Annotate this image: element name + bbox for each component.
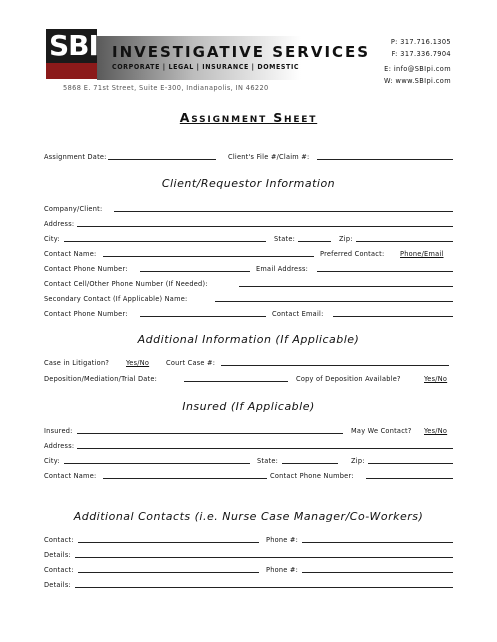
details1-field[interactable] <box>75 557 453 558</box>
deposition-field[interactable] <box>184 381 288 382</box>
state-field[interactable] <box>298 241 331 242</box>
contact-cell-label: Contact Cell/Other Phone Number (If Needed): <box>44 279 208 288</box>
details1-label: Details: <box>44 550 71 559</box>
website: W: www.SBIpi.com <box>384 76 451 85</box>
company-client-field[interactable] <box>114 211 453 212</box>
phone-number: P: 317.716.1305 <box>390 37 451 46</box>
contact2-label: Contact: <box>44 565 74 574</box>
copy-deposition-label: Copy of Deposition Available? <box>296 374 401 383</box>
logo-photo-strip <box>46 63 97 79</box>
contact-email-field[interactable] <box>333 316 453 317</box>
phone1-field[interactable] <box>302 542 453 543</box>
details2-field[interactable] <box>75 587 453 588</box>
assignment-date-field[interactable] <box>108 159 216 160</box>
copy-deposition-options[interactable]: Yes/No <box>424 374 448 383</box>
zip-field[interactable] <box>356 241 453 242</box>
secondary-contact-label: Secondary Contact (If Applicable) Name: <box>44 294 188 303</box>
contact2-field[interactable] <box>78 572 259 573</box>
litigation-label: Case in Litigation? <box>44 358 110 367</box>
contact-email-label: Contact Email: <box>272 309 324 318</box>
insured-contact-name-field[interactable] <box>103 478 267 479</box>
court-case-label: Court Case #: <box>166 358 216 367</box>
phone2-label: Phone #: <box>266 565 299 574</box>
contact1-field[interactable] <box>78 542 259 543</box>
logo-text: SBI <box>49 29 98 62</box>
client-file-field[interactable] <box>317 159 453 160</box>
address-label: Address: <box>44 219 75 228</box>
court-case-field[interactable] <box>221 365 449 366</box>
may-contact-label: May We Contact? <box>351 426 412 435</box>
contact-phone2-field[interactable] <box>140 316 266 317</box>
email-address-field[interactable] <box>317 271 453 272</box>
contact-name-label: Contact Name: <box>44 249 97 258</box>
insured-state-field[interactable] <box>282 463 338 464</box>
client-requestor-heading: Client/Requestor Information <box>161 177 336 190</box>
preferred-contact-label: Preferred Contact: <box>320 249 385 258</box>
may-contact-options[interactable]: Yes/No <box>424 426 448 435</box>
insured-city-label: City: <box>44 456 60 465</box>
insured-address-field[interactable] <box>77 448 453 449</box>
insured-city-field[interactable] <box>64 463 250 464</box>
insured-contact-name-label: Contact Name: <box>44 471 97 480</box>
zip-label: Zip: <box>339 234 353 243</box>
insured-address-label: Address: <box>44 441 75 450</box>
secondary-contact-field[interactable] <box>215 301 453 302</box>
assignment-date-label: Assignment Date: <box>44 152 107 161</box>
contact-phone2-label: Contact Phone Number: <box>44 309 128 318</box>
insured-contact-phone-field[interactable] <box>366 478 453 479</box>
contact-phone-label: Contact Phone Number: <box>44 264 128 273</box>
state-label: State: <box>274 234 296 243</box>
contact1-label: Contact: <box>44 535 74 544</box>
company-name: INVESTIGATIVE SERVICES <box>112 43 371 61</box>
company-client-label: Company/Client: <box>44 204 103 213</box>
contact-cell-field[interactable] <box>239 286 453 287</box>
company-address: 5868 E. 71st Street, Suite E-300, Indianapolis, IN 46220 <box>63 83 269 92</box>
contact-phone-field[interactable] <box>140 271 250 272</box>
address-field[interactable] <box>77 226 453 227</box>
insured-field[interactable] <box>77 433 343 434</box>
insured-contact-phone-label: Contact Phone Number: <box>270 471 354 480</box>
phone2-field[interactable] <box>302 572 453 573</box>
client-file-label: Client's File #/Claim #: <box>228 152 310 161</box>
deposition-label: Deposition/Mediation/Trial Date: <box>44 374 158 383</box>
contact-name-field[interactable] <box>103 256 314 257</box>
email-address-label: Email Address: <box>256 264 309 273</box>
details2-label: Details: <box>44 580 71 589</box>
company-tagline: CORPORATE | LEGAL | INSURANCE | DOMESTIC <box>112 63 300 71</box>
page-title: Assignment Sheet <box>179 110 318 125</box>
city-field[interactable] <box>64 241 266 242</box>
insured-state-label: State: <box>257 456 279 465</box>
insured-heading: Insured (If Applicable) <box>182 400 315 413</box>
preferred-contact-options[interactable]: Phone/Email <box>400 249 444 258</box>
insured-label: Insured: <box>44 426 73 435</box>
additional-info-heading: Additional Information (If Applicable) <box>137 333 360 346</box>
insured-zip-field[interactable] <box>368 463 453 464</box>
email-address: E: info@SBIpi.com <box>384 64 451 73</box>
additional-contacts-heading: Additional Contacts (i.e. Nurse Case Manager/Co-Workers) <box>73 510 424 523</box>
fax-number: F: 317.336.7904 <box>391 49 451 58</box>
phone1-label: Phone #: <box>266 535 299 544</box>
city-label: City: <box>44 234 60 243</box>
insured-zip-label: Zip: <box>351 456 365 465</box>
litigation-options[interactable]: Yes/No <box>126 358 150 367</box>
